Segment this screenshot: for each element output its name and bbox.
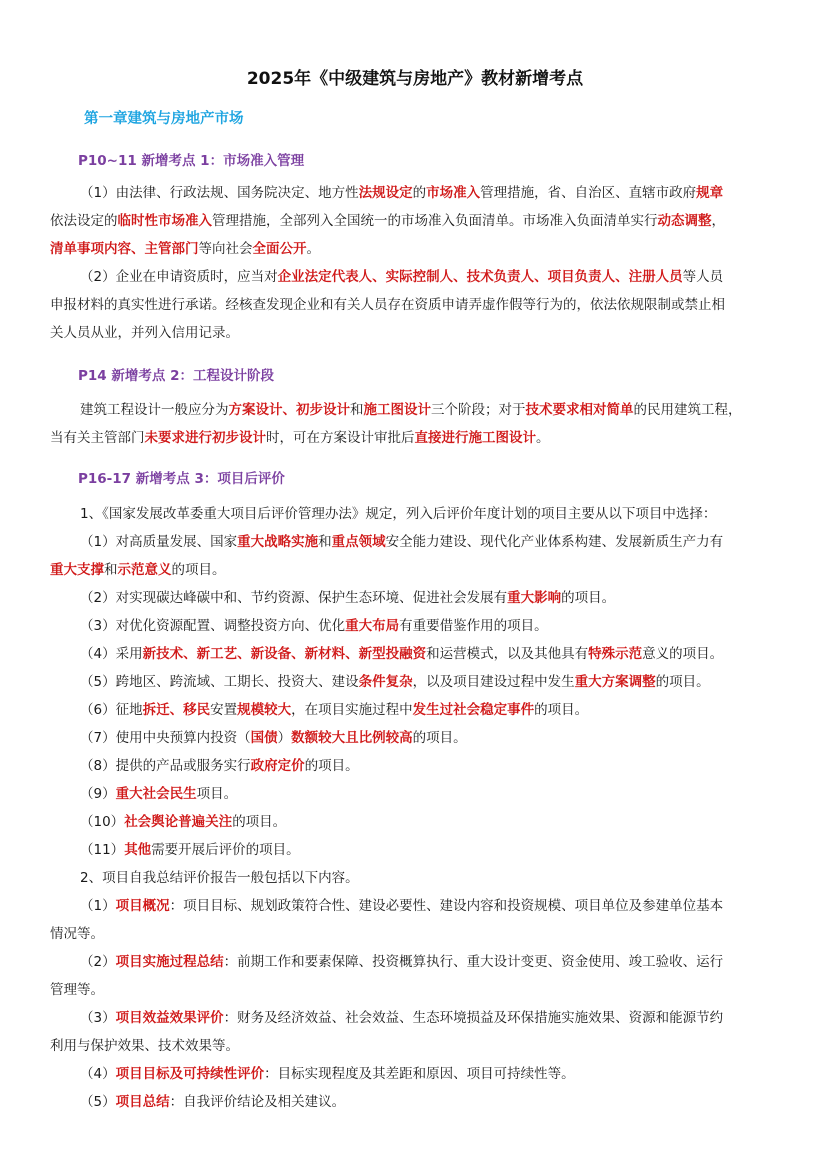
text-line (50, 396, 782, 424)
text-segment: 和 (318, 534, 332, 550)
text-line (50, 668, 782, 696)
highlighted-term: 重大支撑 (50, 562, 104, 578)
text-line (50, 263, 782, 291)
text-line (50, 752, 782, 780)
text-segment: 管理措施，省、自治区、直辖市政府 (480, 185, 697, 201)
text-line: 申报材料的真实性进行承诺。经核查发现企业和有关人员存在资质申请弄虚作假等行为的，依法依规限制或禁止相 (50, 297, 725, 313)
highlighted-term: 项目实施过程总结 (115, 954, 224, 970)
text-line: 管理等。 (50, 982, 104, 998)
text-segment: （9） (80, 786, 116, 802)
text-segment: 有重要借鉴作用的项目。 (399, 618, 548, 634)
text-segment: ， (711, 213, 725, 229)
text-segment: 安置 (210, 702, 238, 718)
text-line (50, 207, 782, 235)
section-1-body (50, 179, 782, 347)
text-line (50, 1088, 782, 1116)
text-line (50, 528, 782, 556)
text-segment: 安全能力建设、现代化产业体系构建、发展新质生产力有 (385, 534, 724, 550)
text-segment: （7）使用中央预算内投资（ (80, 730, 251, 746)
text-segment: 的项目。 (534, 702, 589, 718)
highlighted-term: 社会舆论普遍关注 (124, 814, 233, 830)
text-line (50, 612, 782, 640)
text-segment: （1） (80, 898, 116, 914)
highlighted-term: 国债 (250, 730, 278, 746)
text-segment: 和 (350, 402, 364, 418)
section-3-body (50, 500, 782, 1116)
highlighted-term: 新技术、新工艺、新设备、新材料、新型投融资 (142, 646, 427, 662)
text-segment: 的项目。 (304, 758, 359, 774)
text-segment: （1）对高质量发展、国家 (80, 534, 238, 550)
highlighted-term: 项目总结 (115, 1094, 170, 1110)
highlighted-term: 重大战略实施 (237, 534, 319, 550)
document-title: 2025年《中级建筑与房地产》教材新增考点 (246, 69, 584, 89)
text-segment: （8）提供的产品或服务实行 (80, 758, 251, 774)
highlighted-term: 重点领域 (331, 534, 386, 550)
text-segment: 和运营模式，以及其他具有 (426, 646, 589, 662)
text-segment: 等人员 (682, 269, 724, 285)
highlighted-term: 数额较大且比例较高 (291, 730, 413, 746)
highlighted-term: 拆迁、移民 (142, 702, 211, 718)
text-segment: 意义的项目。 (642, 646, 724, 662)
text-line (50, 892, 782, 920)
text-segment: ，以及项目建设过程中发生 (412, 674, 575, 690)
text-segment: （4）采用 (80, 646, 143, 662)
text-segment: 的项目。 (232, 814, 287, 830)
text-segment: ：前期工作和要素保障、投资概算执行、重大设计变更、资金使用、竣工验收、运行 (223, 954, 724, 970)
text-line (50, 424, 782, 452)
text-segment: （2）对实现碳达峰碳中和、节约资源、保护生态环境、促进社会发展有 (80, 590, 508, 606)
text-line: 1、《国家发展改革委重大项目后评价管理办法》规定，列入后评价年度计划的项目主要从以下项目中选择： (80, 506, 717, 522)
text-line (50, 836, 782, 864)
text-line (50, 640, 782, 668)
highlighted-term: 规模较大 (237, 702, 292, 718)
text-segment: 的项目。 (171, 562, 226, 578)
highlighted-term: 市场准入 (426, 185, 481, 201)
text-segment: （4） (80, 1066, 116, 1082)
highlighted-term: 示范意义 (117, 562, 172, 578)
text-segment: 依法设定的 (50, 213, 118, 229)
section-heading-2: P14 新增考点 2：工程设计阶段 (78, 368, 274, 384)
highlighted-term: 清单事项内容 (50, 241, 131, 257)
text-segment: （10） (80, 814, 125, 830)
text-line (50, 696, 782, 724)
text-line (50, 235, 782, 263)
highlighted-term: 项目效益效果评价 (115, 1010, 224, 1026)
text-segment: ：项目目标、规划政策符合性、建设必要性、建设内容和投资规模、项目单位及参建单位基本 (169, 898, 724, 914)
text-segment: （2）企业在申请资质时，应当对 (80, 269, 278, 285)
text-segment: （2） (80, 954, 116, 970)
highlighted-term: 未要求进行初步设计 (144, 430, 266, 446)
text-line (50, 948, 782, 976)
text-segment: （11） (80, 842, 125, 858)
highlighted-term: 方案设计、初步设计 (228, 402, 350, 418)
highlighted-term: 政府定价 (250, 758, 305, 774)
text-segment: （5） (80, 1094, 116, 1110)
highlighted-term: 项目目标及可持续性评价 (115, 1066, 265, 1082)
section-heading-1: P10~11 新增考点 1：市场准入管理 (78, 153, 305, 169)
text-segment: 。 (306, 241, 320, 257)
text-segment: 管理措施，全部列入全国统一的市场准入负面清单。市场准入负面清单实行 (212, 213, 658, 229)
highlighted-term: 企业法定代表人、实际控制人、技术负责人、项目负责人、注册人员 (277, 269, 683, 285)
text-segment: 建筑工程设计一般应分为 (80, 402, 229, 418)
text-line (50, 556, 782, 584)
text-segment: 需要开展后评价的项目。 (151, 842, 300, 858)
highlighted-term: 直接进行施工图设计 (414, 430, 536, 446)
text-segment: （3）对优化资源配置、调整投资方向、优化 (80, 618, 346, 634)
highlighted-term: 法规设定 (358, 185, 413, 201)
highlighted-term: 项目概况 (115, 898, 170, 914)
text-line: 2、项目自我总结评价报告一般包括以下内容。 (80, 870, 359, 886)
text-line (50, 179, 782, 207)
text-segment: 当有关主管部门 (50, 430, 145, 446)
highlighted-term: 、 (131, 241, 145, 257)
text-segment: 。 (536, 430, 550, 446)
highlighted-term: 重大社会民生 (115, 786, 197, 802)
text-segment: ：自我评价结论及相关建议。 (169, 1094, 346, 1110)
highlighted-term: 技术要求相对简单 (525, 402, 634, 418)
text-segment: （1）由法律、行政法规、国务院决定、地方性 (80, 185, 359, 201)
highlighted-term: 重大影响 (507, 590, 562, 606)
text-line (50, 724, 782, 752)
text-segment: 的民用建筑工程， (633, 402, 742, 418)
text-segment: 和 (104, 562, 118, 578)
text-line (50, 1060, 782, 1088)
text-segment: ） (277, 730, 292, 746)
text-line (50, 780, 782, 808)
highlighted-term: 特殊示范 (588, 646, 643, 662)
highlighted-term: 施工图设计 (363, 402, 431, 418)
highlighted-term: 临时性市场准入 (117, 213, 212, 229)
text-segment: 的项目。 (561, 590, 616, 606)
text-segment: ：目标实现程度及其差距和原因、项目可持续性等。 (264, 1066, 575, 1082)
text-line: 利用与保护效果、技术效果等。 (50, 1038, 239, 1054)
text-line (50, 584, 782, 612)
text-segment: 的项目。 (412, 730, 467, 746)
text-segment: ，在项目实施过程中 (291, 702, 413, 718)
text-segment: 的 (412, 185, 427, 201)
text-line: 关人员从业，并列入信用记录。 (50, 325, 239, 341)
text-segment: （5）跨地区、跨流域、工期长、投资大、建设 (80, 674, 359, 690)
text-segment: ：财务及经济效益、社会效益、生态环境损益及环保措施实施效果、资源和能源节约 (223, 1010, 724, 1026)
text-line (50, 808, 782, 836)
highlighted-term: 发生过社会稳定事件 (412, 702, 535, 718)
highlighted-term: 动态调整 (657, 213, 712, 229)
highlighted-term: 其他 (124, 842, 152, 858)
text-segment: 的项目。 (655, 674, 710, 690)
highlighted-term: 规章 (696, 185, 724, 201)
highlighted-term: 主管部门 (144, 241, 199, 257)
text-segment: 项目。 (196, 786, 238, 802)
section-2-body (50, 396, 782, 452)
text-segment: 等向社会 (198, 241, 253, 257)
text-segment: 时，可在方案设计审批后 (266, 430, 415, 446)
chapter-heading: 第一章建筑与房地产市场 (84, 111, 244, 127)
text-line: 情况等。 (50, 926, 104, 942)
text-line (50, 1004, 782, 1032)
highlighted-term: 重大方案调整 (574, 674, 656, 690)
text-segment: 三个阶段；对于 (431, 402, 526, 418)
highlighted-term: 重大布局 (345, 618, 400, 634)
section-heading-3: P16-17 新增考点 3：项目后评价 (78, 471, 285, 487)
text-segment: （6）征地 (80, 702, 143, 718)
highlighted-term: 条件复杂 (358, 674, 413, 690)
text-segment: （3） (80, 1010, 116, 1026)
highlighted-term: 全面公开 (252, 241, 307, 257)
